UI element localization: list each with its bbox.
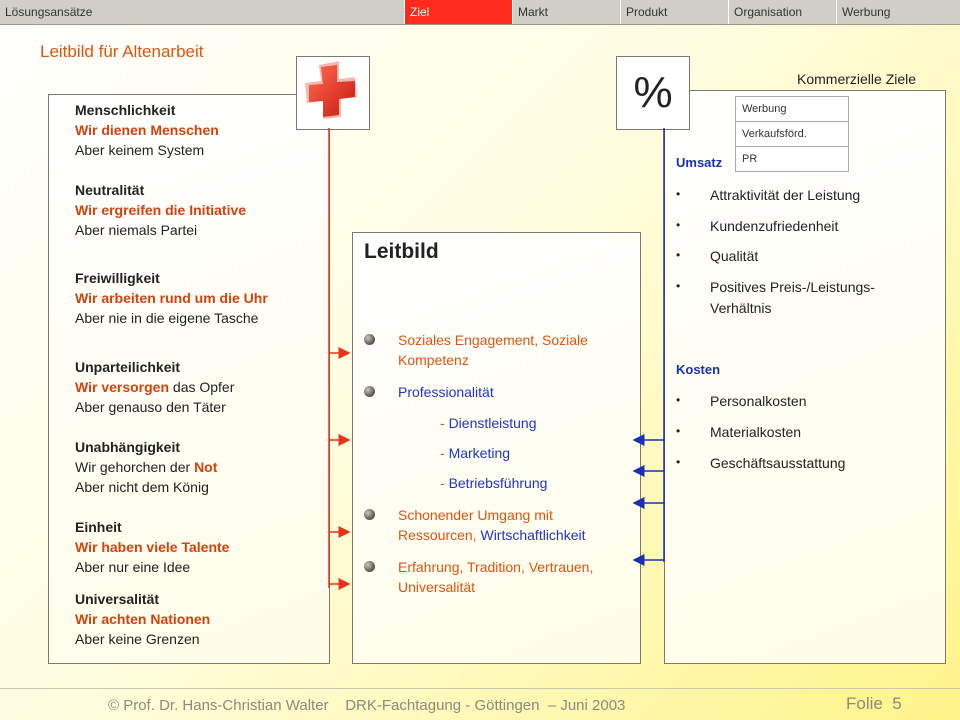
tab-ziel[interactable]: Ziel — [405, 0, 513, 24]
bullet-icon: • — [676, 455, 681, 469]
leitbild-item-line: Soziales Engagement, Soziale — [398, 332, 588, 348]
principle-motto: Wir versorgen — [75, 379, 170, 395]
leitbild-item-professionalitaet: Professionalität — [398, 384, 494, 400]
principle-motto-highlight: Not — [194, 459, 218, 475]
bullet-icon: • — [676, 218, 681, 232]
sub-label: Marketing — [448, 445, 511, 461]
principle-motto: Wir haben viele Talente — [75, 539, 230, 555]
principle-name: Einheit — [75, 519, 122, 535]
principle-name: Freiwilligkeit — [75, 270, 160, 286]
dash: - — [440, 475, 449, 491]
umsatz-item: Attraktivität der Leistung — [710, 187, 861, 203]
principle-limit: Aber keinem System — [75, 142, 205, 158]
umsatz-item-continued: Verhältnis — [710, 300, 772, 316]
principle-limit: Aber keine Grenzen — [75, 631, 200, 647]
principle-limit: Aber nur eine Idee — [75, 559, 191, 575]
umsatz-item: Positives Preis-/Leistungs- — [710, 279, 875, 295]
principle-name: Unparteilichkeit — [75, 359, 181, 375]
kosten-heading: Kosten — [676, 362, 721, 377]
sub-label: Betriebsführung — [448, 475, 548, 491]
bullet-icon: • — [676, 187, 681, 201]
umsatz-item: Qualität — [710, 248, 759, 264]
bullet-icon: • — [676, 393, 681, 407]
principle-name: Universalität — [75, 591, 160, 607]
principle-motto: Wir dienen Menschen — [75, 122, 219, 138]
percent-icon: % — [616, 56, 690, 130]
leitbild-heading: Leitbild — [364, 240, 439, 263]
dash: - — [440, 445, 449, 461]
leitbild-item-line: Erfahrung, Tradition, Vertrauen, — [398, 559, 594, 575]
tab-produkt[interactable]: Produkt — [621, 0, 729, 24]
principle-motto: Wir arbeiten rund um die Uhr — [75, 290, 268, 306]
principle-limit: Aber nie in die eigene Tasche — [75, 310, 259, 326]
bullet-icon: • — [676, 424, 681, 438]
kosten-item: Materialkosten — [710, 424, 802, 440]
sub-label: Dienstleistung — [448, 415, 537, 431]
footer-credit: © Prof. Dr. Hans-Christian Walter DRK-Fachtagung - Göttingen – Juni 2003 — [108, 697, 626, 714]
principle-limit: Aber genauso den Täter — [75, 399, 226, 415]
footer-divider — [0, 688, 960, 689]
kosten-item: Personalkosten — [710, 393, 807, 409]
legend-pr: PR — [736, 147, 848, 172]
legend-werbung: Werbung — [736, 97, 848, 122]
tab-werbung[interactable]: Werbung — [837, 0, 960, 24]
leitbild-item-line: Universalität — [398, 579, 476, 595]
principle-name: Neutralität — [75, 182, 145, 198]
principle-motto: Wir ergreifen die Initiative — [75, 202, 247, 218]
principle-limit: Aber nicht dem König — [75, 479, 209, 495]
legend-verkaufsfoerderung: Verkaufsförd. — [736, 122, 848, 147]
bullet-icon: • — [676, 279, 681, 293]
principle-motto: Wir gehorchen der — [75, 459, 195, 475]
principle-limit: Aber niemals Partei — [75, 222, 198, 238]
page-title: Leitbild für Altenarbeit — [40, 42, 204, 61]
principle-motto-rest: das Opfer — [169, 379, 235, 395]
leitbild-item-highlight: Wirtschaftlichkeit — [480, 527, 586, 543]
principle-motto: Wir achten Nationen — [75, 611, 211, 627]
umsatz-item: Kundenzufriedenheit — [710, 218, 839, 234]
commercial-goals-label: Kommerzielle Ziele — [797, 71, 917, 87]
leitbild-item-line: Schonender Umgang mit — [398, 507, 553, 523]
dash: - — [440, 415, 449, 431]
slide-number: Folie 5 — [846, 694, 902, 713]
principle-name: Unabhängigkeit — [75, 439, 181, 455]
tab-markt[interactable]: Markt — [513, 0, 621, 24]
leitbild-item-line: Ressourcen, — [398, 527, 481, 543]
tab-organisation[interactable]: Organisation — [729, 0, 837, 24]
leitbild-item-line: Kompetenz — [398, 352, 469, 368]
tab-loesungsansaetze[interactable]: Lösungsansätze — [0, 0, 405, 24]
kosten-item: Geschäftsausstattung — [710, 455, 846, 471]
umsatz-heading: Umsatz — [676, 155, 723, 170]
principle-name: Menschlichkeit — [75, 102, 176, 118]
bullet-icon: • — [676, 248, 681, 262]
